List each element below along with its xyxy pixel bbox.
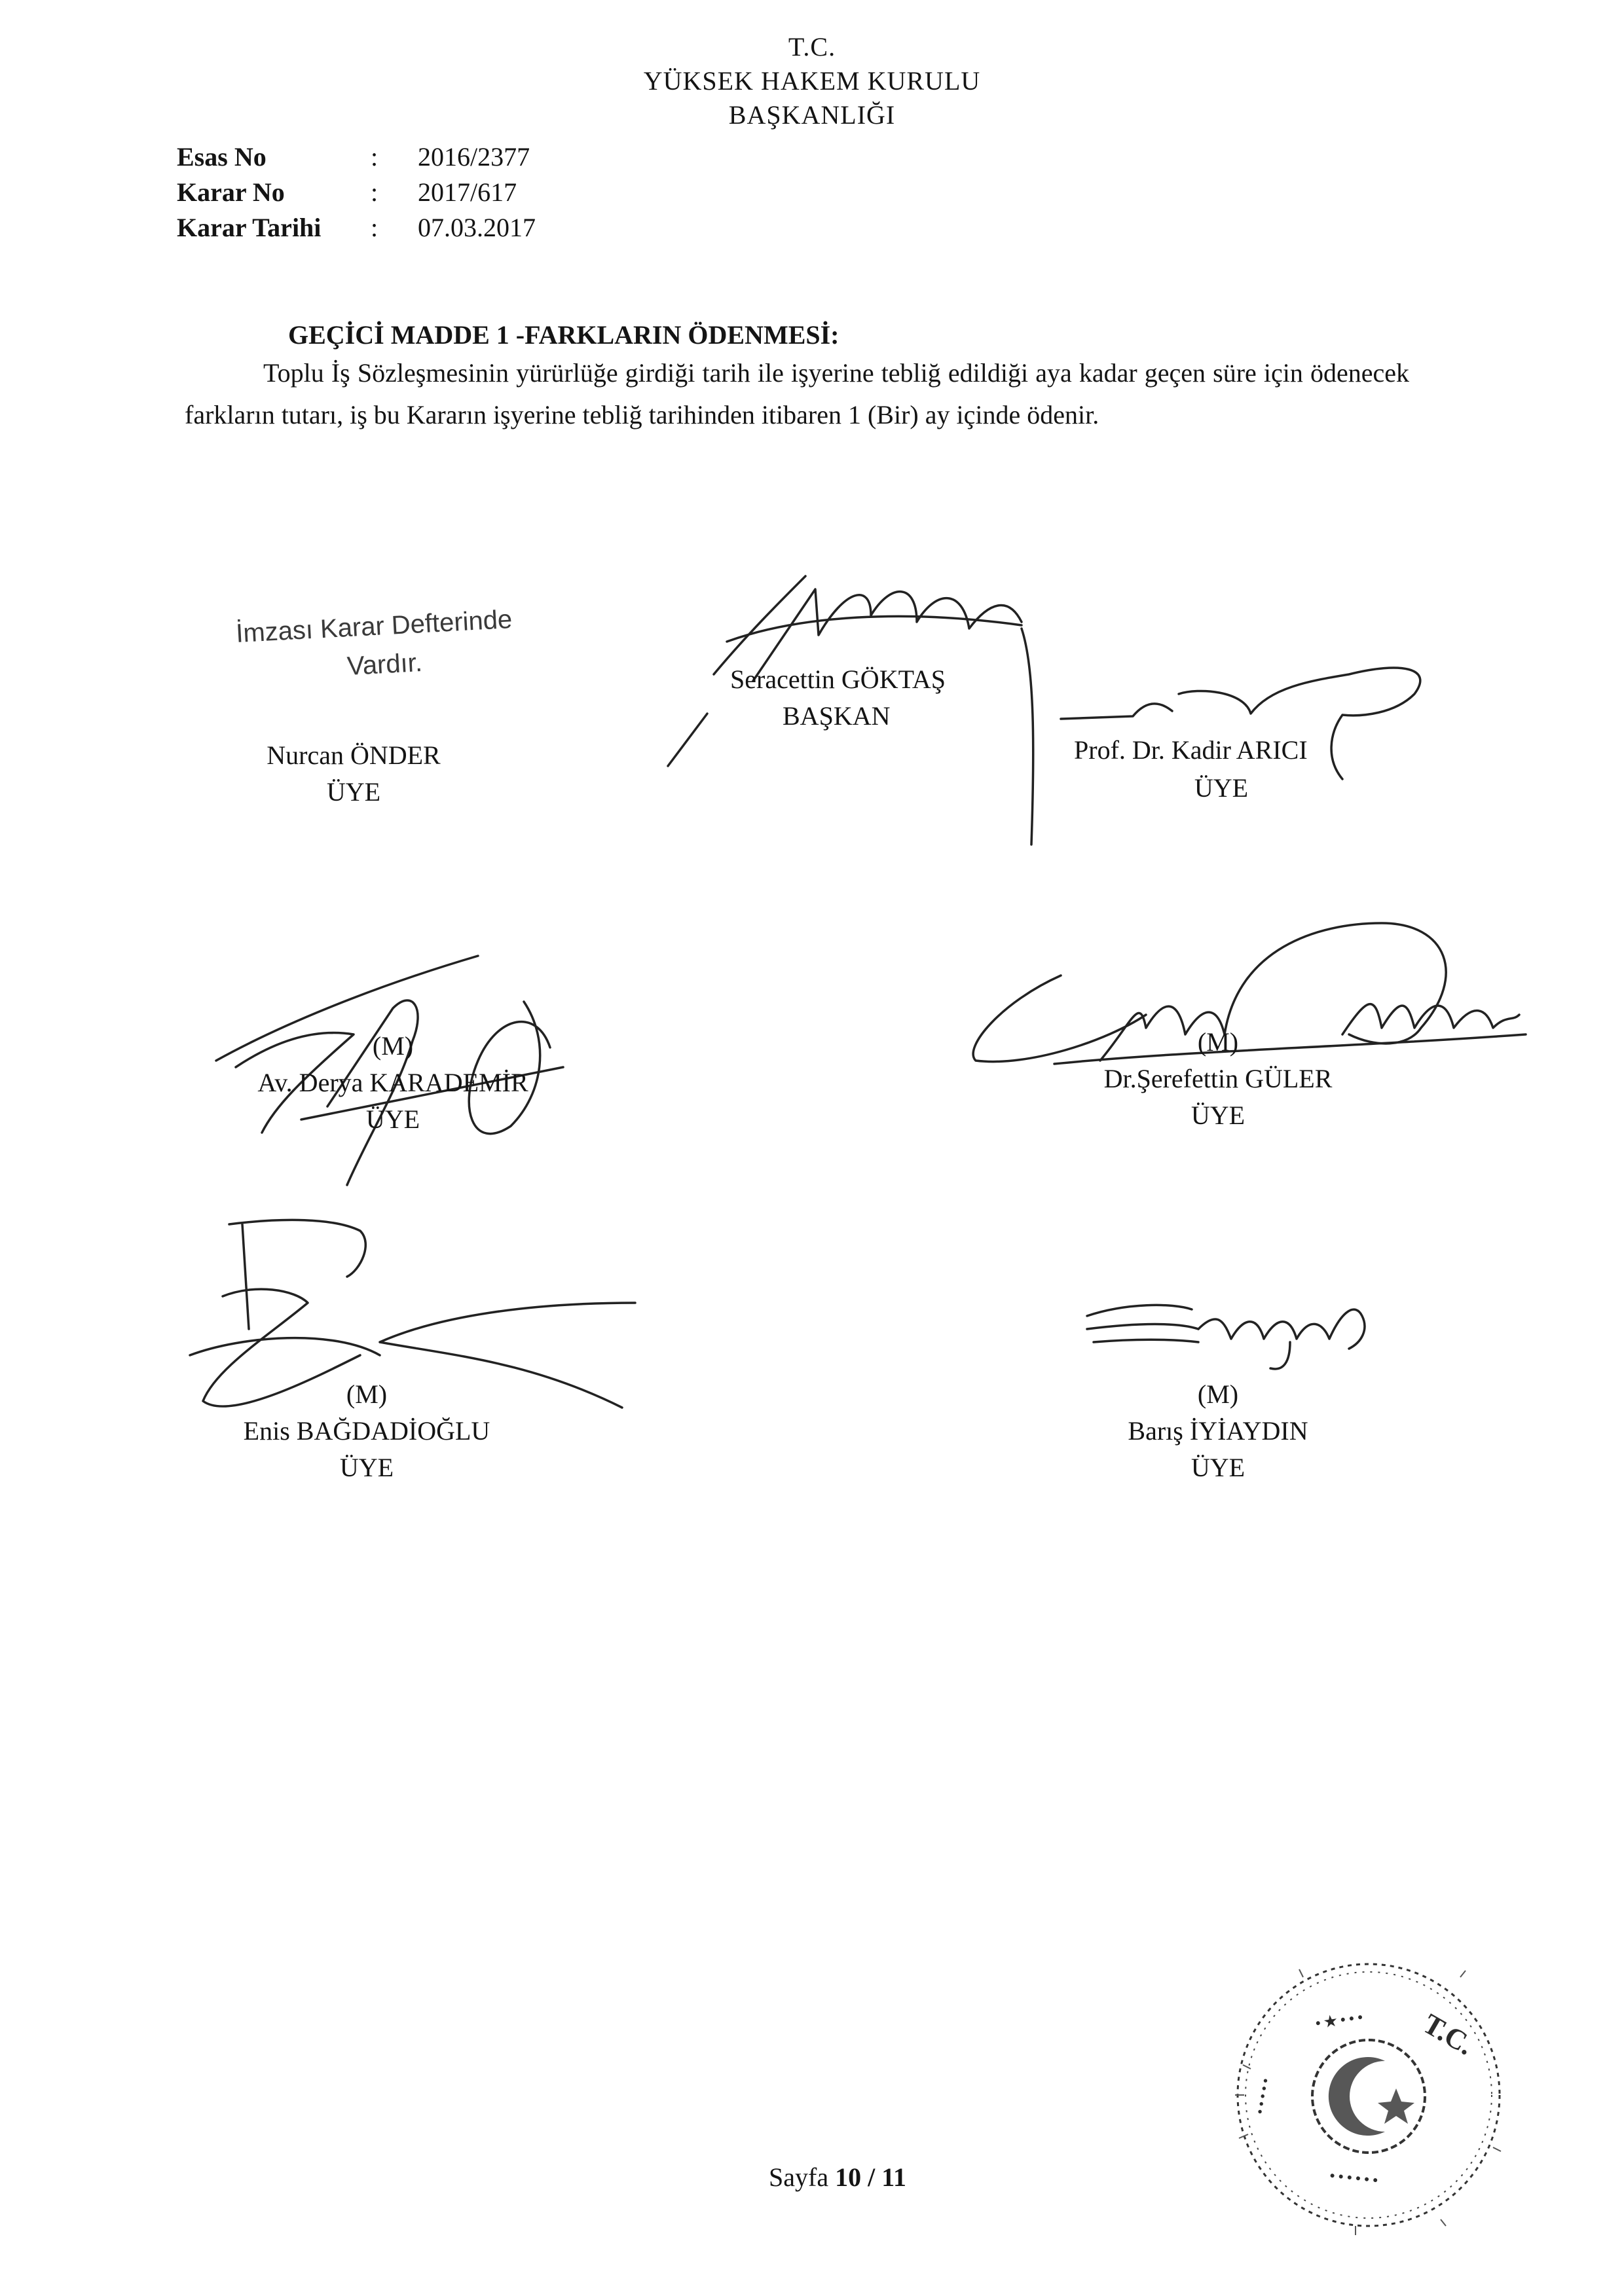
meta-value: 2017/617 — [418, 177, 517, 207]
signatory-mark-karademir: (M) — [372, 1031, 414, 1061]
signatory-name-bagdadioglu: Enis BAĞDADİOĞLU — [243, 1416, 490, 1446]
meta-colon: : — [371, 142, 378, 172]
page-current: 10 — [835, 2162, 862, 2192]
signatory-mark-guler: (M) — [1197, 1027, 1239, 1057]
header-institution: YÜKSEK HAKEM KURULU — [643, 66, 981, 96]
signatory-name-guler: Dr.Şerefettin GÜLER — [1103, 1064, 1333, 1093]
page-number — [769, 2162, 906, 2193]
signatory-name-karademir: Av. Derya KARADEMİR — [257, 1068, 528, 1097]
signatory-name-iyiaydin: Barış İYİAYDIN — [1128, 1416, 1308, 1446]
meta-value: 2016/2377 — [418, 142, 530, 172]
page-prefix: Sayfa — [769, 2162, 836, 2192]
signature-note-line1: İmzası Karar Defterinde — [235, 604, 513, 649]
signatory-mark-bagdadioglu: (M) — [346, 1379, 388, 1409]
signatory-mark-iyiaydin: (M) — [1197, 1379, 1239, 1409]
svg-text:• • • • • •: • • • • • • — [1329, 2167, 1379, 2189]
signatory-role-karademir: ÜYE — [365, 1104, 420, 1134]
meta-label: Karar Tarihi — [177, 213, 322, 242]
signatory-role-arici: ÜYE — [1194, 773, 1249, 803]
meta-colon: : — [371, 213, 378, 242]
page-total: 11 — [881, 2162, 906, 2192]
signatory-name-goktas: Seracettin GÖKTAŞ — [730, 665, 946, 694]
signatory-role-onder: ÜYE — [326, 777, 381, 807]
meta-label: Karar No — [177, 177, 285, 207]
signatory-role-bagdadioglu: ÜYE — [339, 1453, 394, 1482]
page-separator: / — [861, 2162, 882, 2192]
meta-colon: : — [371, 177, 378, 207]
official-seal-icon — [1225, 1951, 1513, 2239]
meta-label: Esas No — [177, 142, 267, 172]
svg-text:• • • • •: • • • • • — [1253, 2077, 1274, 2115]
meta-esas-row — [0, 140, 655, 174]
meta-karar-tarihi-row — [0, 211, 655, 245]
header-tc: T.C. — [788, 32, 836, 62]
signatory-role-guler: ÜYE — [1190, 1101, 1246, 1130]
signature-note-line2: Vardır. — [346, 648, 423, 681]
section-body: Toplu İş Sözleşmesinin yürürlüğe girdiği tarih ile işyerine tebliğ edildiği aya kadar geçen süre için ödenecek farkların tutarı, iş bu Kararın işyerine tebliğ tarihinden itibaren 1 (Bir) ay içinde ödenir. — [185, 358, 1409, 429]
header-department: BAŞKANLIĞI — [728, 100, 896, 130]
signature-iyiaydin — [1074, 1277, 1388, 1375]
svg-text:T.C.: T.C. — [1418, 2007, 1479, 2062]
signatory-role-goktas: BAŞKAN — [783, 701, 891, 731]
section-title: GEÇİCİ MADDE 1 -FARKLARIN ÖDENMESİ: — [288, 320, 840, 350]
meta-karar-no-row — [0, 175, 655, 210]
signatory-name-arici: Prof. Dr. Kadir ARICI — [1074, 735, 1308, 765]
signatory-name-onder: Nurcan ÖNDER — [267, 740, 441, 770]
svg-text:• ★ • • •: • ★ • • • — [1314, 2009, 1364, 2032]
signatory-role-iyiaydin: ÜYE — [1190, 1453, 1246, 1482]
meta-value: 07.03.2017 — [418, 213, 536, 242]
